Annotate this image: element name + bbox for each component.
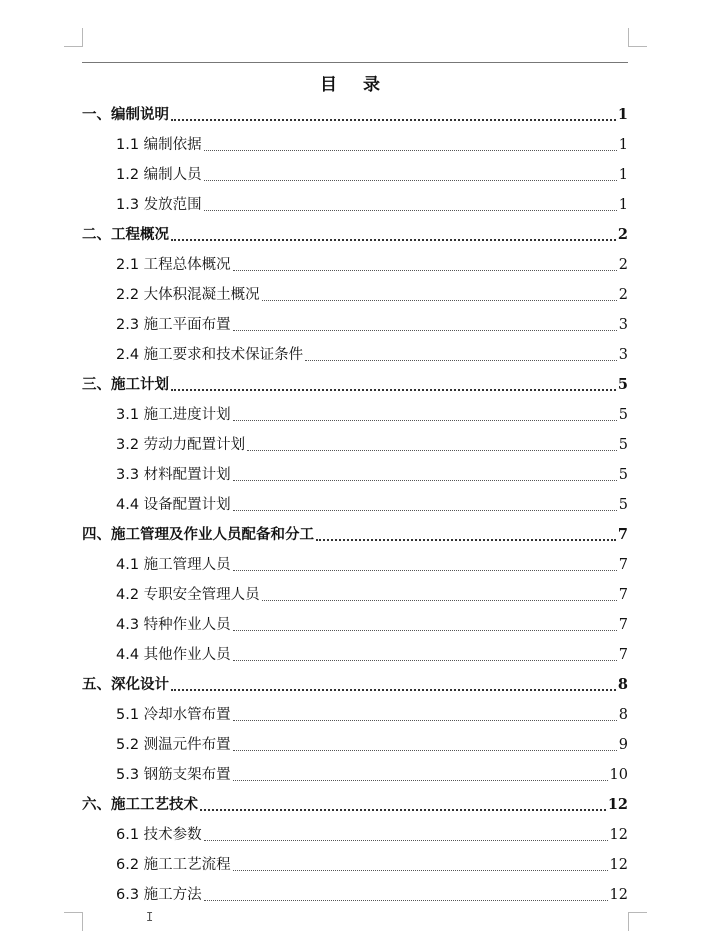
toc-section-entry[interactable]: [82, 850, 628, 880]
toc-entry-label: 三、施工计划: [82, 377, 169, 393]
toc-page-number: 9: [618, 737, 628, 753]
toc-dot-leader: [171, 119, 616, 121]
toc-section-entry[interactable]: [82, 820, 628, 850]
toc-dot-leader: [233, 270, 617, 271]
toc-page-number: 1: [618, 197, 628, 213]
toc-page-number: 7: [618, 617, 628, 633]
toc-dot-leader: [233, 870, 608, 871]
toc-section-entry[interactable]: [82, 400, 628, 430]
toc-section-entry[interactable]: [82, 730, 628, 760]
toc-page-number: 5: [618, 497, 628, 513]
toc-page-number: 1: [617, 106, 628, 123]
toc-section-entry[interactable]: [82, 250, 628, 280]
toc-dot-leader: [233, 720, 617, 721]
toc-dot-leader: [171, 389, 616, 391]
toc-page-number: 12: [607, 796, 628, 813]
toc-page-number: 2: [617, 226, 628, 243]
page-margin-corner-bottom-right: [628, 912, 647, 931]
toc-entry-label: 2.1 工程总体概况: [116, 257, 231, 273]
toc-chapter-entry[interactable]: [82, 370, 628, 400]
toc-chapter-entry[interactable]: [82, 100, 628, 130]
toc-section-entry[interactable]: [82, 550, 628, 580]
toc-section-entry[interactable]: [82, 610, 628, 640]
toc-entry-label: 2.4 施工要求和技术保证条件: [116, 347, 304, 363]
toc-dot-leader: [316, 539, 616, 541]
toc-page-number: 5: [618, 407, 628, 423]
page-margin-corner-top-right: [628, 28, 647, 47]
toc-section-entry[interactable]: [82, 760, 628, 790]
toc-entry-label: 1.1 编制依据: [116, 137, 202, 153]
toc-dot-leader: [233, 480, 617, 481]
toc-section-entry[interactable]: [82, 310, 628, 340]
toc-entry-label: 四、施工管理及作业人员配备和分工: [82, 527, 314, 543]
toc-dot-leader: [200, 809, 606, 811]
toc-dot-leader: [233, 630, 617, 631]
toc-entry-label: 六、施工工艺技术: [82, 797, 198, 813]
toc-page-number: 12: [609, 887, 628, 903]
toc-section-entry[interactable]: [82, 430, 628, 460]
toc-section-entry[interactable]: [82, 160, 628, 190]
page-margin-corner-bottom-left: [64, 912, 83, 931]
toc-dot-leader: [233, 660, 617, 661]
toc-entry-label: 3.2 劳动力配置计划: [116, 437, 246, 453]
toc-section-entry[interactable]: [82, 460, 628, 490]
toc-dot-leader: [233, 420, 617, 421]
toc-entry-label: 4.3 特种作业人员: [116, 617, 231, 633]
toc-title: 目 录: [320, 75, 390, 95]
toc-dot-leader: [204, 180, 617, 181]
toc-entry-label: 5.2 测温元件布置: [116, 737, 231, 753]
toc-entry-label: 3.3 材料配置计划: [116, 467, 231, 483]
toc-page-number: 7: [618, 647, 628, 663]
toc-dot-leader: [305, 360, 617, 361]
toc-page-number: 2: [618, 257, 628, 273]
toc-page-number: 12: [609, 827, 628, 843]
toc-dot-leader: [233, 570, 617, 571]
toc-page-number: 5: [618, 437, 628, 453]
toc-section-entry[interactable]: [82, 880, 628, 910]
toc-dot-leader: [204, 840, 608, 841]
toc-page-number: 10: [609, 767, 628, 783]
toc-dot-leader: [233, 330, 617, 331]
page-margin-corner-top-left: [64, 28, 83, 47]
toc-page-number: 1: [618, 167, 628, 183]
toc-dot-leader: [204, 900, 608, 901]
toc-entry-label: 五、深化设计: [82, 677, 169, 693]
toc-entry-label: 3.1 施工进度计划: [116, 407, 231, 423]
toc-entry-label: 4.2 专职安全管理人员: [116, 587, 260, 603]
toc-entry-label: 2.2 大体积混凝土概况: [116, 287, 260, 303]
toc-section-entry[interactable]: [82, 280, 628, 310]
toc-page-number: 1: [618, 137, 628, 153]
toc-entry-label: 1.2 编制人员: [116, 167, 202, 183]
toc-section-entry[interactable]: [82, 340, 628, 370]
toc-entry-label: 6.2 施工工艺流程: [116, 857, 231, 873]
toc-page-number: 7: [618, 557, 628, 573]
toc-dot-leader: [204, 210, 617, 211]
toc-dot-leader: [262, 600, 617, 601]
toc-page-number: 8: [617, 676, 628, 693]
toc-chapter-entry[interactable]: [82, 220, 628, 250]
toc-section-entry[interactable]: [82, 190, 628, 220]
toc-section-entry[interactable]: [82, 580, 628, 610]
toc-entry-label: 4.4 其他作业人员: [116, 647, 231, 663]
toc-section-entry[interactable]: [82, 640, 628, 670]
toc-dot-leader: [171, 689, 616, 691]
toc-entry-label: 6.1 技术参数: [116, 827, 202, 843]
toc-section-entry[interactable]: [82, 700, 628, 730]
toc-section-entry[interactable]: [82, 490, 628, 520]
text-cursor-icon: I: [146, 910, 154, 924]
toc-dot-leader: [247, 450, 617, 451]
toc-entry-label: 1.3 发放范围: [116, 197, 202, 213]
toc-entry-label: 6.3 施工方法: [116, 887, 202, 903]
toc-page-number: 3: [618, 347, 628, 363]
toc-section-entry[interactable]: [82, 130, 628, 160]
toc-page-number: 7: [618, 587, 628, 603]
table-of-contents: [82, 100, 628, 910]
toc-entry-label: 5.3 钢筋支架布置: [116, 767, 231, 783]
toc-page-number: 8: [618, 707, 628, 723]
toc-entry-label: 4.4 设备配置计划: [116, 497, 231, 513]
toc-dot-leader: [204, 150, 617, 151]
header-rule: [82, 62, 628, 63]
toc-entry-label: 5.1 冷却水管布置: [116, 707, 231, 723]
toc-dot-leader: [233, 780, 608, 781]
toc-entry-label: 2.3 施工平面布置: [116, 317, 231, 333]
toc-entry-label: 一、编制说明: [82, 107, 169, 123]
toc-dot-leader: [233, 510, 617, 511]
toc-entry-label: 4.1 施工管理人员: [116, 557, 231, 573]
toc-chapter-entry[interactable]: [82, 790, 628, 820]
toc-chapter-entry[interactable]: [82, 520, 628, 550]
toc-dot-leader: [171, 239, 616, 241]
toc-page-number: 5: [617, 376, 628, 393]
toc-page-number: 12: [609, 857, 628, 873]
toc-dot-leader: [262, 300, 617, 301]
toc-entry-label: 二、工程概况: [82, 227, 169, 243]
toc-page-number: 5: [618, 467, 628, 483]
toc-page-number: 2: [618, 287, 628, 303]
toc-chapter-entry[interactable]: [82, 670, 628, 700]
toc-page-number: 7: [617, 526, 628, 543]
toc-dot-leader: [233, 750, 617, 751]
toc-page-number: 3: [618, 317, 628, 333]
